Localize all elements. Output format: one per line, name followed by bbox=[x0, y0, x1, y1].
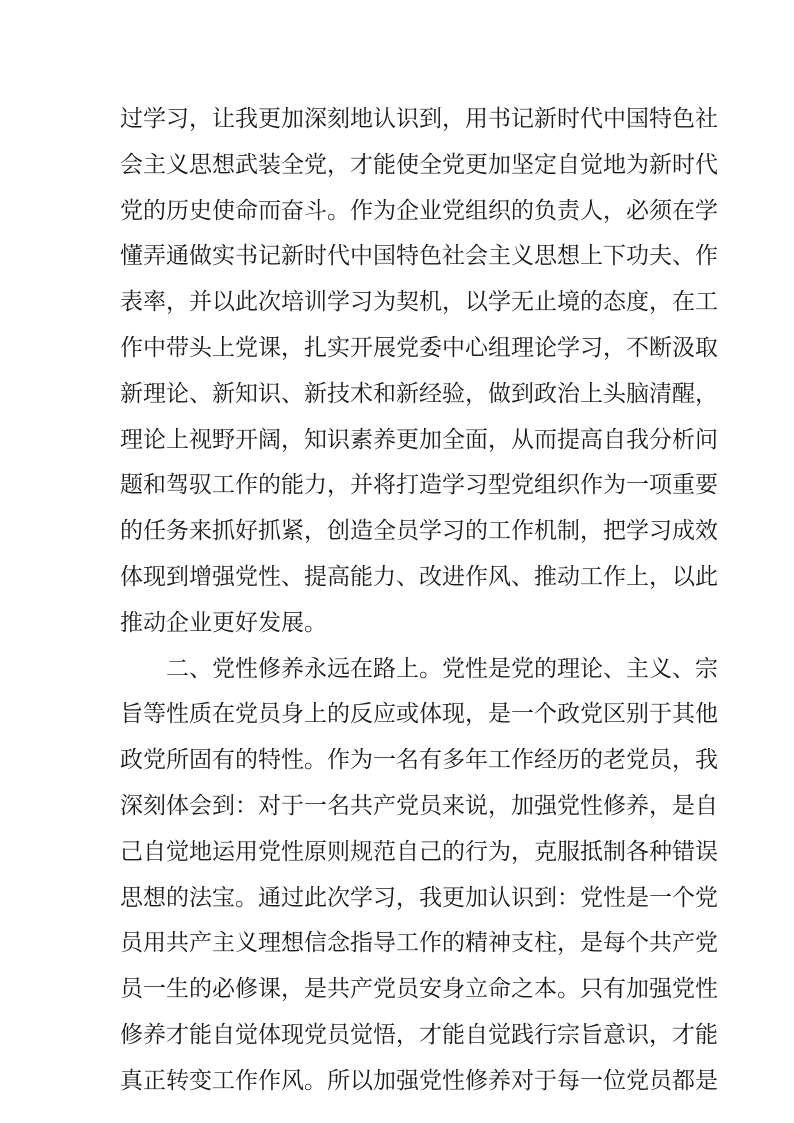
paragraph-line: 新理论、新知识、新技术和新经验，做到政治上头脑清醒， bbox=[120, 380, 718, 407]
paragraph-line: 会主义思想武装全党，才能使全党更加坚定自觉地为新时代 bbox=[120, 151, 718, 178]
body-text bbox=[120, 97, 718, 1105]
paragraph-line: 的任务来抓好抓紧，创造全员学习的工作机制，把学习成效 bbox=[120, 518, 718, 545]
paragraph-line: 修养才能自觉体现党员觉悟，才能自觉践行宗旨意识，才能 bbox=[120, 1021, 718, 1048]
paragraph-2 bbox=[120, 647, 718, 1105]
paragraph-line: 过学习，让我更加深刻地认识到，用书记新时代中国特色社 bbox=[120, 106, 718, 132]
paragraph-line: 己自觉地运用党性原则规范自己的行为，克服抵制各种错误 bbox=[120, 838, 718, 865]
paragraph-line: 旨等性质在党员身上的反应或体现，是一个政党区别于其他 bbox=[120, 701, 718, 728]
paragraph-line: 思想的法宝。通过此次学习，我更加认识到：党性是一个党 bbox=[120, 884, 718, 911]
paragraph-line: 表率，并以此次培训学习为契机，以学无止境的态度，在工 bbox=[120, 289, 718, 316]
paragraph-line: 体现到增强党性、提高能力、改进作风、推动工作上，以此 bbox=[120, 563, 718, 590]
paragraph-line: 党的历史使命而奋斗。作为企业党组织的负责人，必须在学 bbox=[120, 197, 718, 224]
paragraph-line: 员用共产主义理想信念指导工作的精神支柱，是每个共产党 bbox=[120, 930, 718, 957]
paragraph-1 bbox=[120, 97, 718, 647]
paragraph-line: 作中带头上党课，扎实开展党委中心组理论学习，不断汲取 bbox=[120, 334, 718, 361]
paragraph-line: 政党所固有的特性。作为一名有多年工作经历的老党员，我 bbox=[120, 747, 718, 774]
paragraph-line: 题和驾驭工作的能力，并将打造学习型党组织作为一项重要 bbox=[120, 472, 718, 499]
paragraph-line: 理论上视野开阔，知识素养更加全面，从而提高自我分析问 bbox=[120, 426, 718, 453]
paragraph-line: 深刻体会到：对于一名共产党员来说，加强党性修养，是自 bbox=[120, 792, 718, 819]
paragraph-line: 真正转变工作作风。所以加强党性修养对于每一位党员都是 bbox=[120, 1067, 718, 1094]
paragraph-line: 员一生的必修课，是共产党员安身立命之本。只有加强党性 bbox=[120, 976, 718, 1003]
paragraph-line: 懂弄通做实书记新时代中国特色社会主义思想上下功夫、作 bbox=[120, 243, 718, 270]
paragraph-line: 二、党性修养永远在路上。党性是党的理论、主义、宗 bbox=[166, 655, 718, 682]
paragraph-line: 推动企业更好发展。 bbox=[120, 609, 327, 636]
